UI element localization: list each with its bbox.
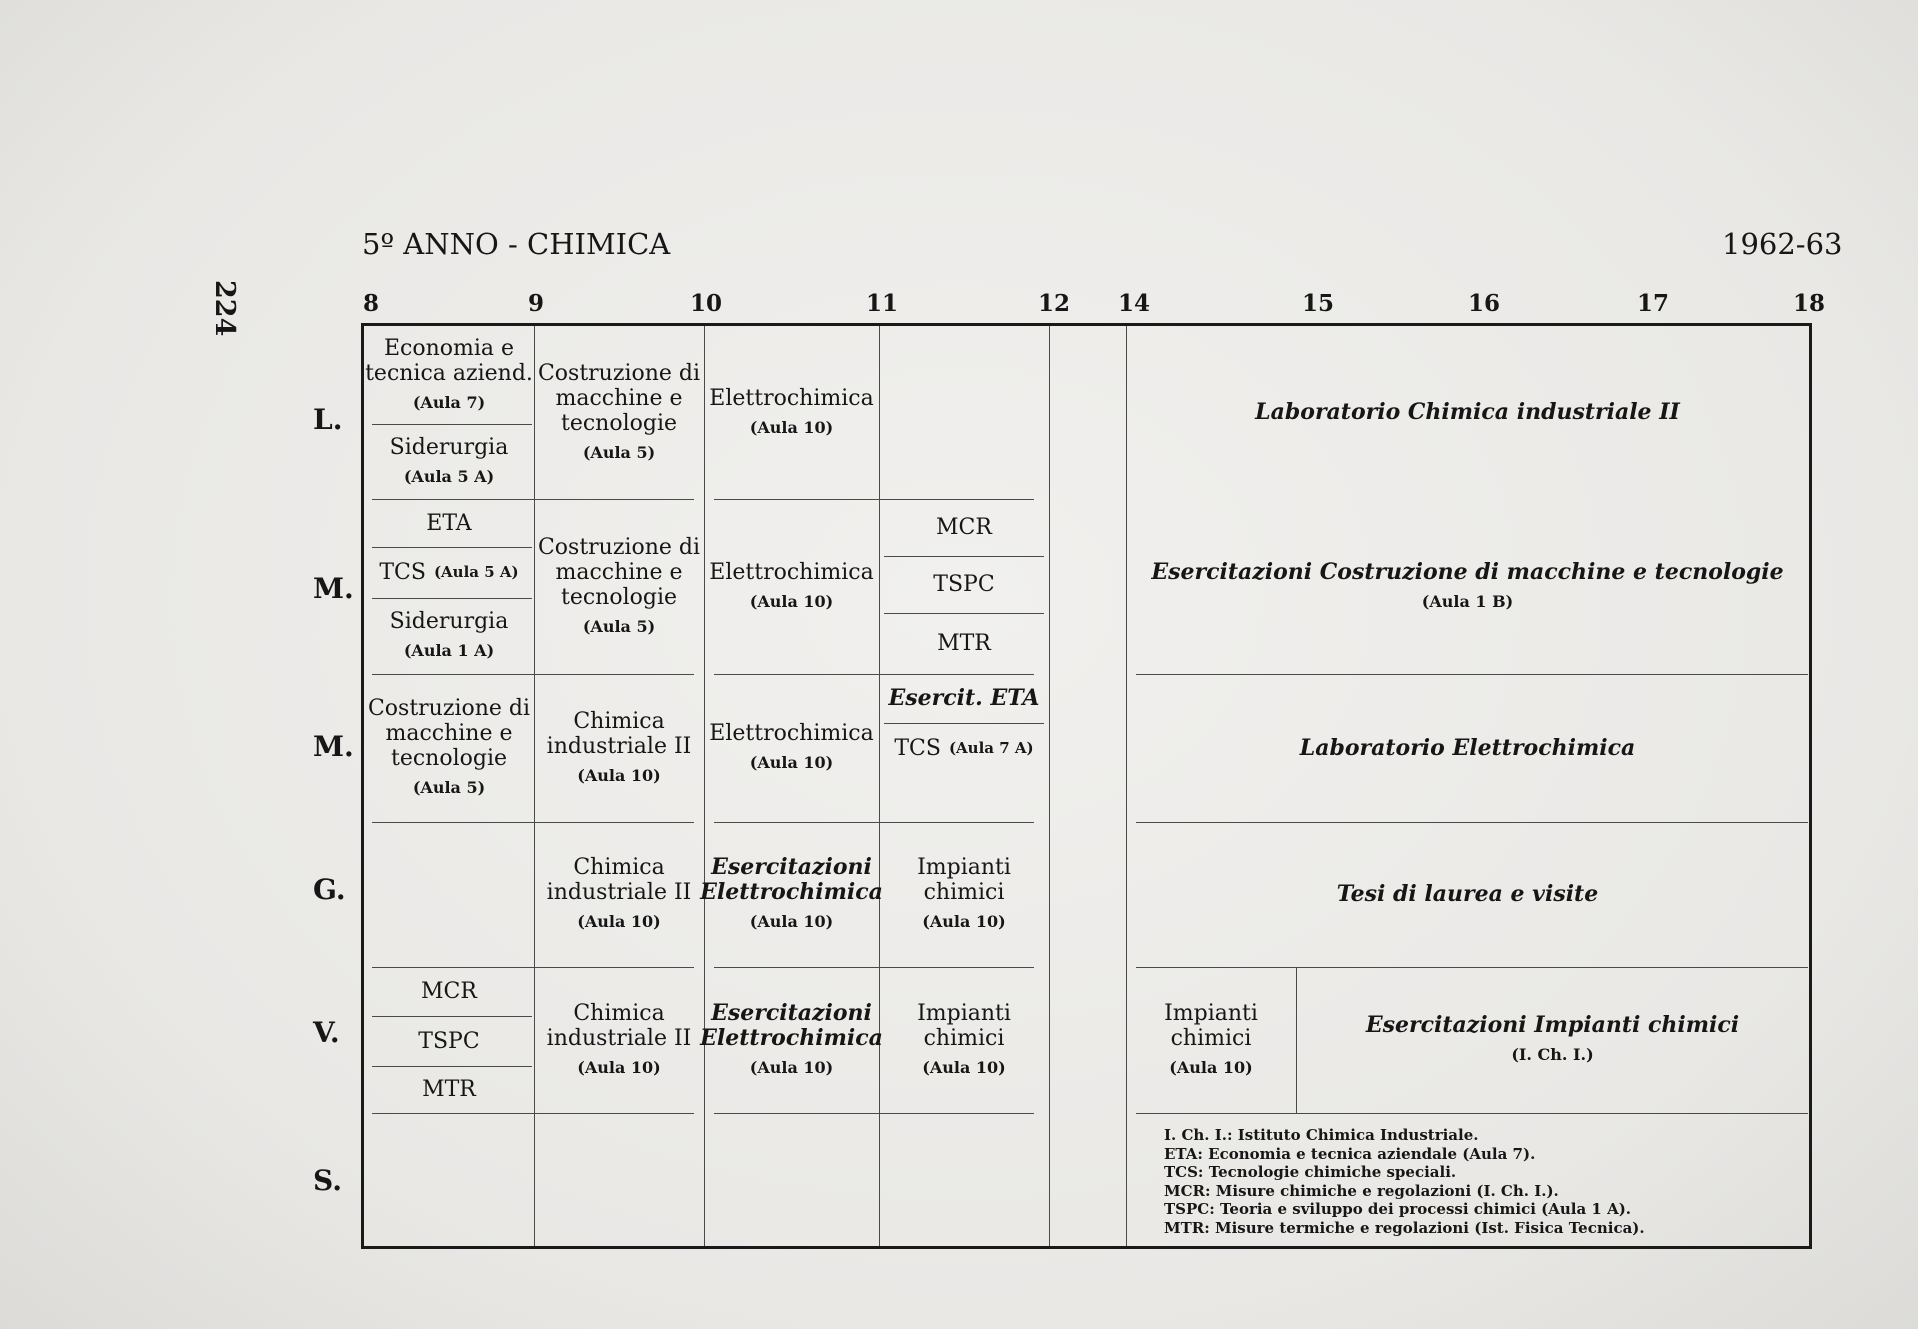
room-label: (Aula 10) [749,912,834,931]
hour-label: 14 [1118,290,1151,317]
room-label: (Aula 10) [1169,1057,1253,1077]
room-label: (Aula 10) [577,765,661,785]
room-label: (Aula 5 A) [403,466,495,486]
abbreviations-legend [1164,1126,1645,1237]
mercoledi-eserc-eta-cell [879,674,1049,723]
day-label-sabato: S. [313,1164,342,1197]
hour-label: 8 [363,290,380,317]
hour-label: 11 [866,290,899,317]
room-label: (Aula 5) [582,442,656,462]
course-name: TSPC [933,572,995,597]
room-label: (Aula 1 B) [1421,591,1514,611]
legend-item: TCS: Tecnologie chimiche speciali. [1164,1163,1457,1181]
room-label: (Aula 7) [412,392,486,412]
course-name: MTR [422,1077,476,1102]
mercoledi-chimica-cell [534,674,704,822]
course-name: Impianti chimici [917,1000,1011,1051]
hour-label: 17 [1637,290,1670,317]
course-name: MCR [421,979,477,1004]
venerdi-eserc-elettrochimica-cell [700,967,883,1113]
room-label: (Aula 10) [749,1057,834,1077]
room-label: (Aula 5 A) [433,563,519,581]
legend-item: MTR: Misure termiche e regolazioni (Ist. Fisica Tecnica). [1164,1218,1645,1237]
giovedi-chimica-cell [534,822,704,967]
legend-item: I. Ch. I.: Istituto Chimica Industriale. [1164,1126,1479,1144]
venerdi-chimica-cell [534,967,704,1113]
martedi-siderurgia-cell [364,598,534,674]
martedi-tcs-cell [364,547,534,598]
timetable-grid [361,323,1812,1249]
mercoledi-tcs-cell [879,723,1049,773]
legend-item: ETA: Economia e tecnica aziendale (Aula 7). [1164,1144,1536,1163]
martedi-elettrochimica-cell [704,499,879,674]
hour-label: 10 [690,290,723,317]
venerdi-impianti-pm-cell [1126,967,1296,1113]
legend-item: TSPC: Teoria e sviluppo dei processi chimici (Aula 1 A). [1164,1200,1632,1218]
day-label-martedi: M. [313,572,354,605]
room-label: (Aula 10) [922,1057,1006,1077]
course-name: Tesi di laurea e visite [1336,881,1599,907]
course-name: Chimica industriale II [546,1000,692,1051]
hour-label: 15 [1302,290,1335,317]
hour-label: 12 [1038,290,1071,317]
course-name: Elettrochimica [709,721,874,746]
venerdi-tspc-cell [364,1016,534,1066]
giovedi-eserc-elettrochimica-cell [700,822,883,967]
martedi-afternoon-cell [1126,499,1809,674]
hour-label: 16 [1468,290,1501,317]
course-name: ETA [426,510,472,536]
course-name: Chimica industriale II [546,855,692,905]
course-name: Economia e tecnica aziend. [365,335,533,386]
course-name: TCS [894,735,941,761]
martedi-costruzione-cell [534,499,704,674]
room-label: (Aula 1 A) [403,641,495,660]
mercoledi-costruzione-cell [364,674,534,822]
room-label: (Aula 7 A) [948,738,1034,757]
row-divider [1136,1113,1808,1114]
hour-label: 18 [1793,290,1826,317]
course-name: Esercitazioni Impianti chimici [1365,1012,1740,1038]
room-label: (I. Ch. I.) [1511,1045,1594,1064]
room-label: (Aula 10) [577,912,661,931]
academic-year: 1962-63 [1722,227,1843,261]
day-label-venerdi: V. [313,1016,340,1049]
venerdi-mtr-cell [364,1066,534,1113]
lunedi-costruzione-cell [534,326,704,499]
mercoledi-afternoon-cell [1126,674,1809,822]
course-name: Costruzione di macchine e tecnologie [537,534,701,610]
room-label: (Aula 10) [749,753,834,772]
day-label-giovedi: G. [313,873,346,906]
course-name: Laboratorio Elettrochimica [1299,734,1636,761]
giovedi-afternoon-cell [1126,822,1809,967]
lunedi-economia-cell [364,326,534,424]
room-label: (Aula 5) [412,778,486,797]
lunedi-siderurgia-cell [364,424,534,499]
course-name: Siderurgia [389,434,509,460]
course-name: Esercitazioni Costruzione di macchine e tecnologie [1151,558,1784,585]
martedi-mcr-cell [879,499,1049,556]
course-name: TSPC [418,1028,480,1054]
room-label: (Aula 10) [749,591,834,611]
course-name: Elettrochimica [709,559,874,585]
course-name: Elettrochimica [709,385,874,411]
row-divider [714,1113,1034,1114]
martedi-eta-cell [364,499,534,547]
venerdi-eserc-impianti-cell [1296,967,1809,1113]
lunedi-elettrochimica-cell [704,326,879,499]
mercoledi-elettrochimica-cell [704,674,879,822]
course-name: Impianti chimici [1164,1000,1258,1051]
column-divider [1049,326,1050,1246]
day-label-mercoledi: M. [313,730,354,763]
course-name: MTR [937,631,991,656]
course-name: Esercitazioni Elettrochimica [700,854,883,905]
course-name: Impianti chimici [917,855,1011,905]
martedi-mtr-cell [879,613,1049,674]
room-label: (Aula 10) [577,1057,661,1077]
course-name: Esercit. ETA [888,685,1040,711]
course-name: Chimica industriale II [546,708,692,759]
venerdi-impianti-cell [879,967,1049,1113]
day-label-lunedi: L. [313,403,343,436]
course-name: Esercitazioni Elettrochimica [700,999,883,1051]
venerdi-mcr-cell [364,967,534,1016]
course-name: Costruzione di macchine e tecnologie [537,360,701,436]
page-title: 5º ANNO - CHIMICA [362,227,671,261]
room-label: (Aula 5) [582,616,656,636]
lunedi-afternoon-cell [1126,326,1809,499]
page-number: 224 [209,280,240,337]
giovedi-impianti-cell [879,822,1049,967]
course-name: Laboratorio Chimica industriale II [1255,399,1680,425]
legend-item: MCR: Misure chimiche e regolazioni (I. Ch. I.). [1164,1181,1559,1200]
course-name: MCR [936,515,992,540]
course-name: Siderurgia [389,609,509,634]
hour-label: 9 [528,290,545,317]
martedi-tspc-cell [879,556,1049,613]
room-label: (Aula 10) [922,912,1006,931]
course-name: TCS [379,560,426,585]
room-label: (Aula 10) [749,417,834,437]
course-name: Costruzione di macchine e tecnologie [367,696,531,771]
row-divider [372,1113,694,1114]
